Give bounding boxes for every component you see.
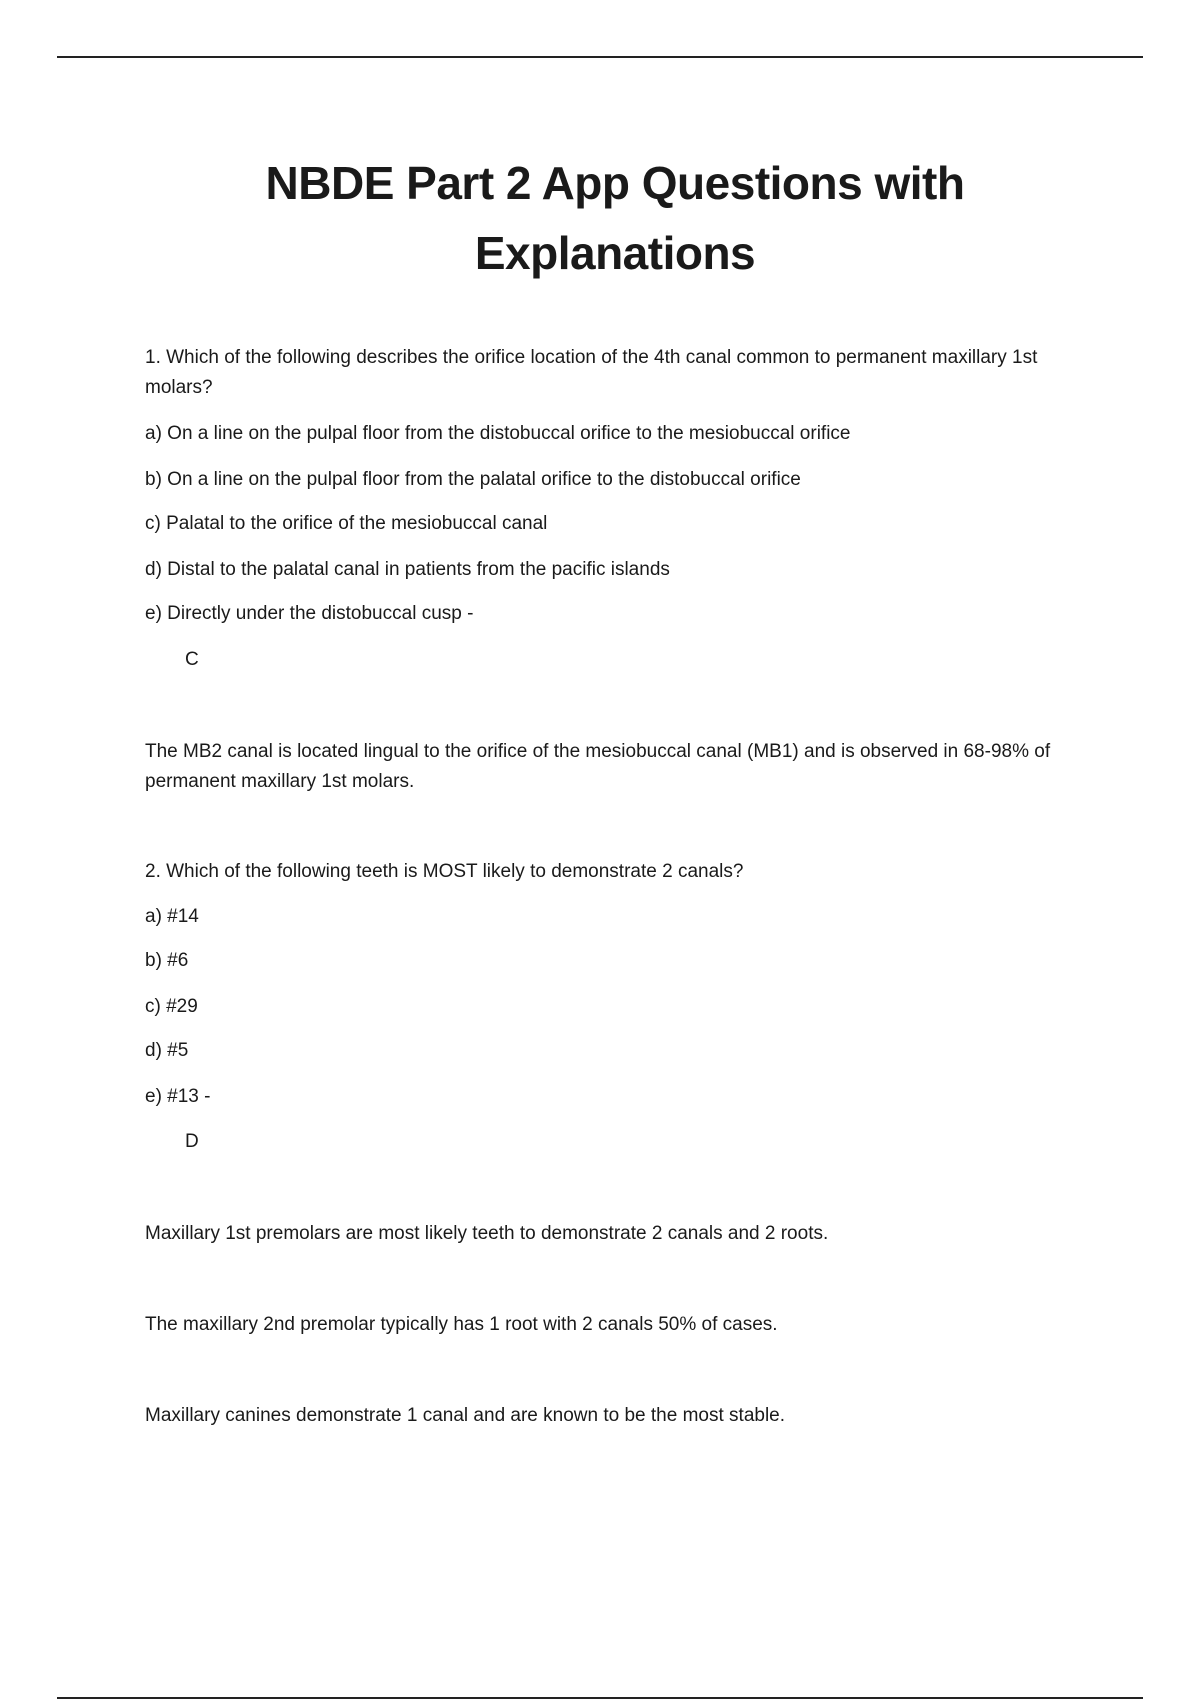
question-2-explanation-1: Maxillary 1st premolars are most likely teeth to demonstrate 2 canals and 2 roots. [145,1223,829,1244]
question-2-option-e: e) #13 - [145,1086,211,1107]
question-2-option-a: a) #14 [145,906,199,927]
page-title [0,148,1200,288]
question-2-answer: D [185,1131,199,1152]
question-1-option-a: a) On a line on the pulpal floor from the distobuccal orifice to the mesiobuccal orifice [145,423,851,444]
question-1-answer: C [185,649,199,670]
question-2-option-c: c) #29 [145,996,198,1017]
footer-rule [57,1697,1143,1699]
page-title-line-2: Explanations [474,227,756,279]
question-1-prompt: 1. Which of the following describes the orifice location of the 4th canal common to permanent maxillary 1st molars? [145,347,1038,398]
question-2-explanation-3: Maxillary canines demonstrate 1 canal and are known to be the most stable. [145,1405,786,1426]
question-1-option-b: b) On a line on the pulpal floor from the palatal orifice to the distobuccal orifice [145,469,801,490]
question-2-option-d: d) #5 [145,1040,189,1061]
question-1-option-e: e) Directly under the distobuccal cusp - [145,603,474,624]
header-rule [57,56,1143,58]
question-2-explanation-2: The maxillary 2nd premolar typically has 1 root with 2 canals 50% of cases. [145,1314,778,1335]
question-2-prompt: 2. Which of the following teeth is MOST likely to demonstrate 2 canals? [145,861,744,882]
question-2-option-b: b) #6 [145,950,189,971]
question-1-option-d: d) Distal to the palatal canal in patients from the pacific islands [145,559,670,580]
page-title-line-1: NBDE Part 2 App Questions with [265,157,965,209]
question-1-explanation: The MB2 canal is located lingual to the orifice of the mesiobuccal canal (MB1) and is observed in 68-98% of permanent maxillary 1st molars. [145,741,1051,792]
question-1-option-c: c) Palatal to the orifice of the mesiobuccal canal [145,513,548,534]
